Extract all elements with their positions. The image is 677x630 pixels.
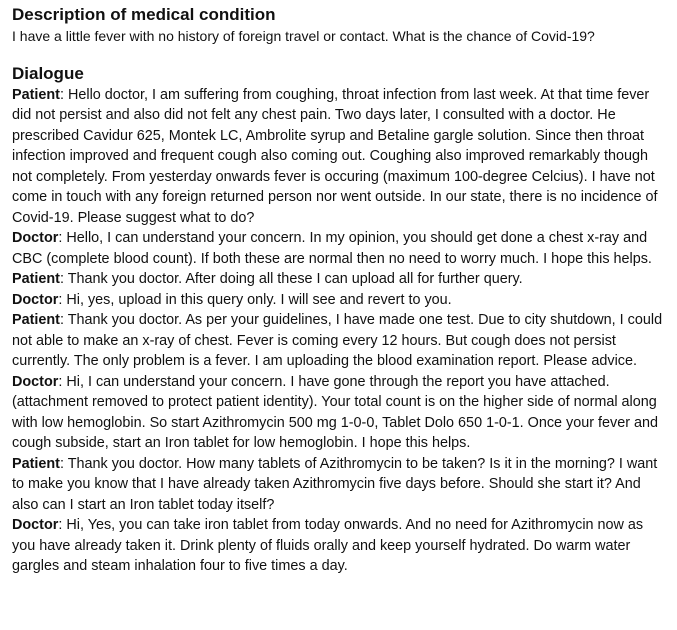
turn-text: : Hi, yes, upload in this query only. I will see and revert to you.	[58, 291, 452, 308]
speaker-label: Doctor	[12, 291, 59, 308]
dialogue-turn	[12, 515, 667, 577]
turn-text: : Hi, I can understand your concern. I have gone through the report you have attached. (attachment removed to protect patient identity). Your total count is on the higher side of normal along with low hemoglobin. So start Azithromycin 500 mg 1-0-0, Tablet Dolo 650 1-0-1. Once your fever and cough subside, start an Iron tablet for low hemoglobin. I hope this helps.	[12, 373, 659, 451]
turn-text: : Thank you doctor. How many tablets of Azithromycin to be taken? Is it in the morning? I want to make you know that I have already taken Azithromycin five days before. Should she start it? And also can I start an Iron tablet today itself?	[12, 455, 658, 513]
turn-text: : Thank you doctor. After doing all these I can upload all for further query.	[59, 271, 523, 287]
dialogue-turn	[12, 454, 667, 516]
turn-text: : Hi, Yes, you can take iron tablet from today onwards. And no need for Azithromycin now as you have already taken it. Drink plenty of fluids orally and keep yourself hydrated. Do warm water gargles and steam inhalation four to five times a day.	[12, 517, 644, 574]
speaker-label: Doctor	[12, 230, 59, 246]
speaker-label: Patient	[12, 312, 60, 328]
turn-text: : Hello doctor, I am suffering from coughing, throat infection from last week. At that time fever did not persist and also did not felt any chest pain. Two days later, I consulted with a doctor. He prescribed Cavidur 625, Montek LC, Ambrolite syrup and Betaline gargle solution. Since then throat infection improved and frequent cough also coming out. Coughing also improved remarkably though not completely. From yesterday onwards fever is occuring (maximum 100-degree Celcius). I have not come in touch with any foreign returned person nor went outside. In our state, there is no incidence of Covid-19. Please suggest what to do?	[12, 86, 658, 226]
dialogue-turn	[12, 290, 667, 311]
dialogue-turn	[12, 310, 667, 372]
dialogue-body	[12, 85, 667, 577]
dialogue-heading: Dialogue	[12, 63, 84, 83]
speaker-label: Patient	[12, 271, 60, 287]
dialogue-turn	[12, 228, 667, 269]
turn-text: : Thank you doctor. As per your guidelines, I have made one test. Due to city shutdown, I could not able to make an x-ray of chest. Fever is coming every 12 hours. But cough does not persist currently. The only problem is a fever. I am uploading the blood examination report. Please advice.	[12, 312, 663, 369]
description-heading: Description of medical condition	[12, 5, 276, 24]
dialogue-turn	[12, 269, 667, 290]
dialogue-turn	[12, 372, 667, 454]
speaker-label: Doctor	[12, 373, 59, 390]
turn-text: : Hello, I can understand your concern. In my opinion, you should get done a chest x-ray and CBC (complete blood count). If both these are normal then no need to worry much. I hope this helps.	[12, 230, 652, 267]
description-text: I have a little fever with no history of foreign travel or contact. What is the chance of Covid-19?	[12, 28, 595, 44]
dialogue-turn	[12, 85, 667, 229]
speaker-label: Doctor	[12, 517, 59, 533]
speaker-label: Patient	[12, 86, 60, 103]
speaker-label: Patient	[12, 455, 60, 472]
